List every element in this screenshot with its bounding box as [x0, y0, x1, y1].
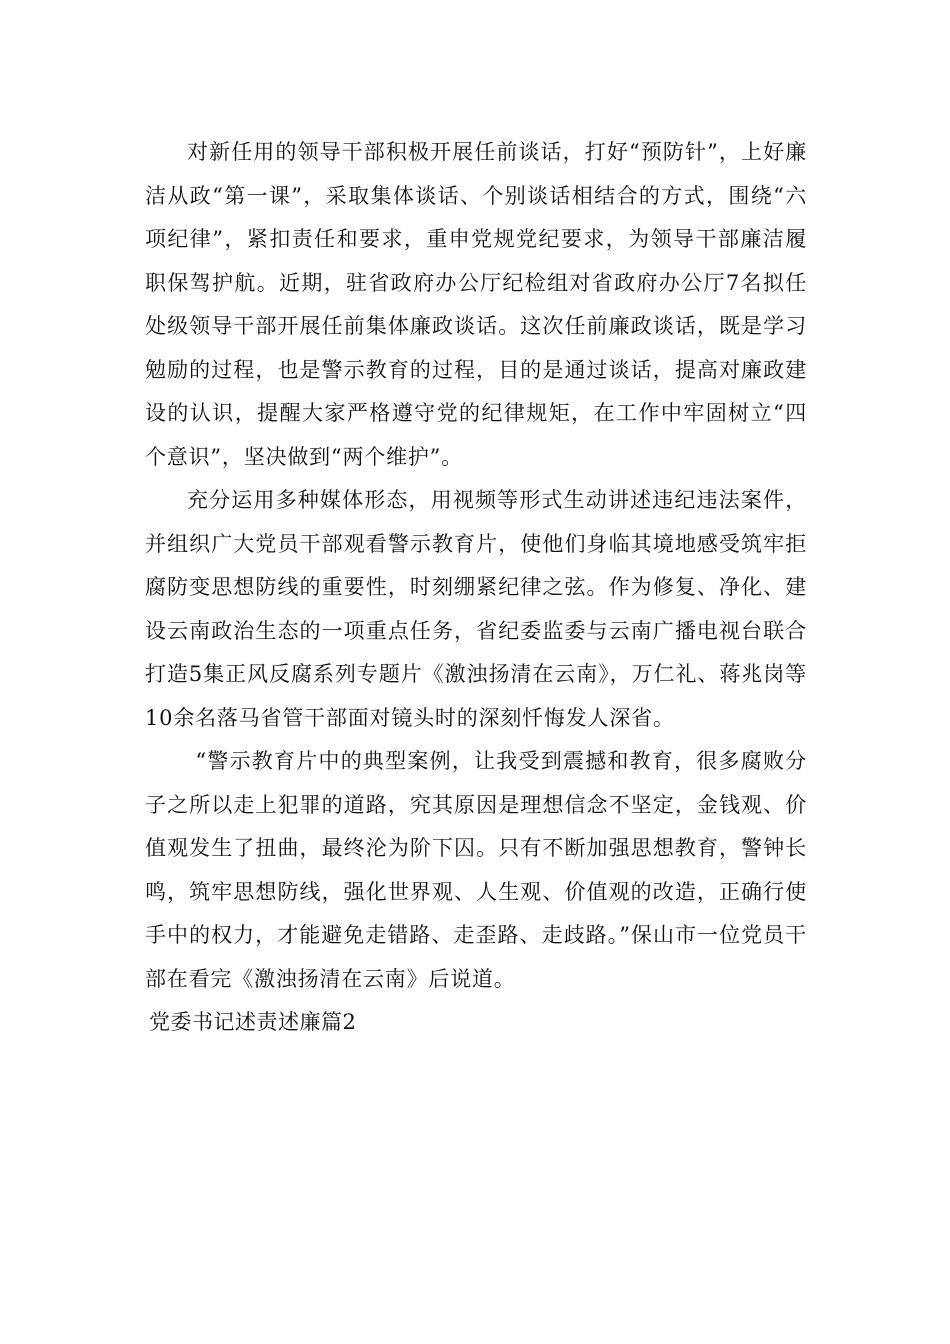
paragraph-1: 对新任用的领导干部积极开展任前谈话，打好“预防针”，上好廉洁从政“第一课”，采取集体谈话、个别谈话相结合的方式，围绕“六项纪律”，紧扣责任和要求，重申党规党纪要求，为领导干部廉洁履职保驾护航。近期，驻省政府办公厅纪检组对省政府办公厅7名拟任处级领导干部开展任前集体廉政谈话。这次任前廉政谈话，既是学习勉励的过程，也是警示教育的过程，目的是通过谈话，提高对廉政建设的认识，提醒大家严格遵守党的纪律规矩，在工作中牢固树立“四个意识”，坚决做到“两个维护”。	[145, 140, 807, 469]
document-body	[145, 131, 807, 1045]
paragraph-2: 充分运用多种媒体形态，用视频等形式生动讲述违纪违法案件，并组织广大党员干部观看警示教育片，使他们身临其境地感受筑牢拒腐防变思想防线的重要性，时刻绷紧纪律之弦。作为修复、净化、建设云南政治生态的一项重点任务，省纪委监委与云南广播电视台联合打造5集正风反腐系列专题片《激浊扬清在云南》，万仁礼、蒋兆岗等10余名落马省管干部面对镜头时的深刻忏悔发人深省。	[145, 488, 807, 730]
section-heading: 党委书记述责述廉篇2	[149, 1010, 357, 1034]
paragraph-3: “警示教育片中的典型案例，让我受到震撼和教育，很多腐败分子之所以走上犯罪的道路，究其原因是理想信念不坚定，金钱观、价值观发生了扭曲，最终沦为阶下囚。只有不断加强思想教育，警钟长鸣，筑牢思想防线，强化世界观、人生观、价值观的改造，正确行使手中的权力，才能避免走错路、走歪路、走歧路。”保山市一位党员干部在看完《激浊扬清在云南》后说道。	[145, 749, 807, 991]
